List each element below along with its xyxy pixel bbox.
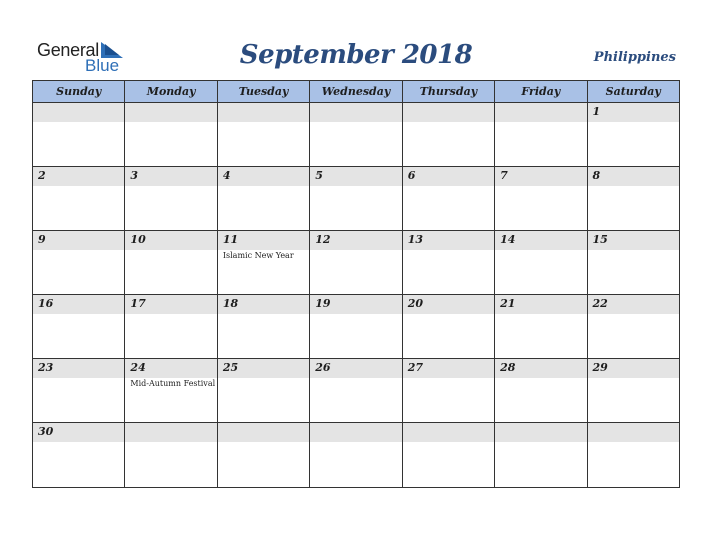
weekday-header: Monday xyxy=(125,81,217,102)
calendar-day-cell xyxy=(588,359,679,422)
day-number-band xyxy=(125,359,216,378)
calendar-day-cell xyxy=(588,167,679,230)
calendar-day-cell xyxy=(125,423,217,487)
calendar-day-cell xyxy=(588,231,679,294)
day-number-band xyxy=(588,359,679,378)
weekday-header: Tuesday xyxy=(218,81,310,102)
day-number: 7 xyxy=(500,169,508,182)
day-number-band xyxy=(33,231,124,250)
day-number: 5 xyxy=(315,169,323,182)
day-number: 24 xyxy=(130,361,146,374)
calendar-day-cell xyxy=(495,295,587,358)
calendar-day-cell xyxy=(588,423,679,487)
day-number-band xyxy=(125,167,216,186)
page-title: September 2018 xyxy=(239,40,473,70)
calendar-day-cell xyxy=(33,103,125,166)
calendar-week-row xyxy=(33,231,679,295)
day-number: 2 xyxy=(38,169,46,182)
calendar-week-row xyxy=(33,103,679,167)
day-number: 15 xyxy=(592,233,608,246)
day-number: 21 xyxy=(500,297,516,310)
day-number: 9 xyxy=(38,233,46,246)
weekday-header: Saturday xyxy=(605,85,661,98)
calendar-day-cell xyxy=(588,103,679,166)
weekday-header: Sunday xyxy=(33,81,125,102)
day-number: 3 xyxy=(130,169,139,182)
calendar-day-cell xyxy=(218,295,310,358)
day-number-band xyxy=(588,423,679,442)
day-number: 1 xyxy=(592,105,601,118)
calendar-day-cell xyxy=(218,359,310,422)
calendar-day-cell xyxy=(495,231,587,294)
calendar-day-cell xyxy=(403,295,495,358)
day-number-band xyxy=(588,295,679,314)
day-number: 13 xyxy=(407,233,423,246)
day-number-band xyxy=(310,359,401,378)
day-number-band xyxy=(588,103,679,122)
calendar-week-row xyxy=(33,167,679,231)
calendar-day-cell xyxy=(403,423,495,487)
calendar-day-cell xyxy=(125,359,217,422)
calendar-day-cell xyxy=(588,295,679,358)
day-number: 28 xyxy=(500,361,516,374)
weekday-header-row xyxy=(33,81,679,103)
day-number-band xyxy=(403,103,494,122)
calendar-day-cell xyxy=(218,423,310,487)
day-number: 23 xyxy=(38,361,54,374)
day-number-band xyxy=(310,423,401,442)
day-number-band xyxy=(588,167,679,186)
calendar-day-cell xyxy=(33,359,125,422)
generalblue-logo xyxy=(37,40,132,74)
calendar-week-row xyxy=(33,295,679,359)
calendar-day-cell xyxy=(218,167,310,230)
logo-word-blue: Blue xyxy=(85,56,120,75)
calendar-day-cell xyxy=(125,295,217,358)
calendar-day-cell xyxy=(310,231,402,294)
calendar-day-cell xyxy=(33,423,125,487)
day-number-band xyxy=(495,231,586,250)
day-number: 10 xyxy=(130,233,146,246)
day-number-band xyxy=(218,295,309,314)
day-number-band xyxy=(310,103,401,122)
day-number-band xyxy=(403,231,494,250)
calendar-day-cell xyxy=(310,103,402,166)
holiday-label: Islamic New Year xyxy=(222,251,294,260)
day-number: 8 xyxy=(592,169,601,182)
day-number-band xyxy=(495,103,586,122)
logo-word-general: General xyxy=(37,40,99,60)
calendar-weeks xyxy=(33,103,679,487)
day-number-band xyxy=(310,167,401,186)
day-number: 20 xyxy=(407,297,423,310)
day-number: 12 xyxy=(315,233,331,246)
day-number: 6 xyxy=(407,169,416,182)
calendar-day-cell xyxy=(495,167,587,230)
day-number: 14 xyxy=(500,233,516,246)
day-number: 11 xyxy=(222,233,239,246)
day-number-band xyxy=(495,359,586,378)
day-number-band xyxy=(125,423,216,442)
calendar-day-cell xyxy=(33,231,125,294)
weekday-header: Thursday xyxy=(403,81,495,102)
day-number-band xyxy=(495,423,586,442)
holiday-label: Mid-Autumn Festival xyxy=(130,379,216,388)
calendar-day-cell xyxy=(403,359,495,422)
day-number: 25 xyxy=(222,361,239,374)
day-number-band xyxy=(218,423,309,442)
day-number: 18 xyxy=(222,297,239,310)
day-number-band xyxy=(403,423,494,442)
calendar-day-cell xyxy=(310,295,402,358)
calendar-day-cell xyxy=(218,103,310,166)
day-number: 29 xyxy=(592,361,608,374)
day-number-band xyxy=(310,231,401,250)
day-number: 22 xyxy=(592,297,608,310)
day-number-band xyxy=(403,295,494,314)
calendar-week-row xyxy=(33,359,679,423)
calendar-grid xyxy=(32,80,680,488)
day-number-band xyxy=(33,359,124,378)
calendar-day-cell xyxy=(125,103,217,166)
calendar-day-cell xyxy=(310,359,402,422)
day-number-band xyxy=(310,295,401,314)
day-number-band xyxy=(218,167,309,186)
day-number-band xyxy=(403,359,494,378)
day-number-band xyxy=(125,231,216,250)
calendar-day-cell xyxy=(403,103,495,166)
day-number-band xyxy=(33,167,124,186)
calendar-day-cell xyxy=(403,231,495,294)
country-label: Philippines xyxy=(593,50,676,65)
weekday-header: Wednesday xyxy=(310,81,402,102)
calendar-day-cell xyxy=(495,359,587,422)
weekday-header: Friday xyxy=(495,81,587,102)
day-number-band xyxy=(125,295,216,314)
day-number: 4 xyxy=(222,169,231,182)
day-number: 27 xyxy=(407,361,423,374)
calendar-day-cell xyxy=(125,231,217,294)
day-number-band xyxy=(33,103,124,122)
day-number-band xyxy=(218,359,309,378)
calendar-day-cell xyxy=(218,231,310,294)
calendar-day-cell xyxy=(33,167,125,230)
day-number: 16 xyxy=(38,297,54,310)
calendar-week-row xyxy=(33,423,679,487)
calendar-day-cell xyxy=(125,167,217,230)
calendar-day-cell xyxy=(310,423,402,487)
calendar-day-cell xyxy=(495,423,587,487)
day-number: 30 xyxy=(38,425,54,438)
day-number-band xyxy=(218,231,309,250)
day-number-band xyxy=(218,103,309,122)
day-number-band xyxy=(33,423,124,442)
day-number-band xyxy=(495,295,586,314)
day-number: 26 xyxy=(315,361,331,374)
day-number-band xyxy=(495,167,586,186)
calendar-day-cell xyxy=(403,167,495,230)
calendar-day-cell xyxy=(310,167,402,230)
day-number-band xyxy=(125,103,216,122)
day-number-band xyxy=(403,167,494,186)
day-number-band xyxy=(588,231,679,250)
day-number: 17 xyxy=(130,297,146,310)
calendar-day-cell xyxy=(33,295,125,358)
day-number: 19 xyxy=(315,297,331,310)
calendar-day-cell xyxy=(495,103,587,166)
day-number-band xyxy=(33,295,124,314)
